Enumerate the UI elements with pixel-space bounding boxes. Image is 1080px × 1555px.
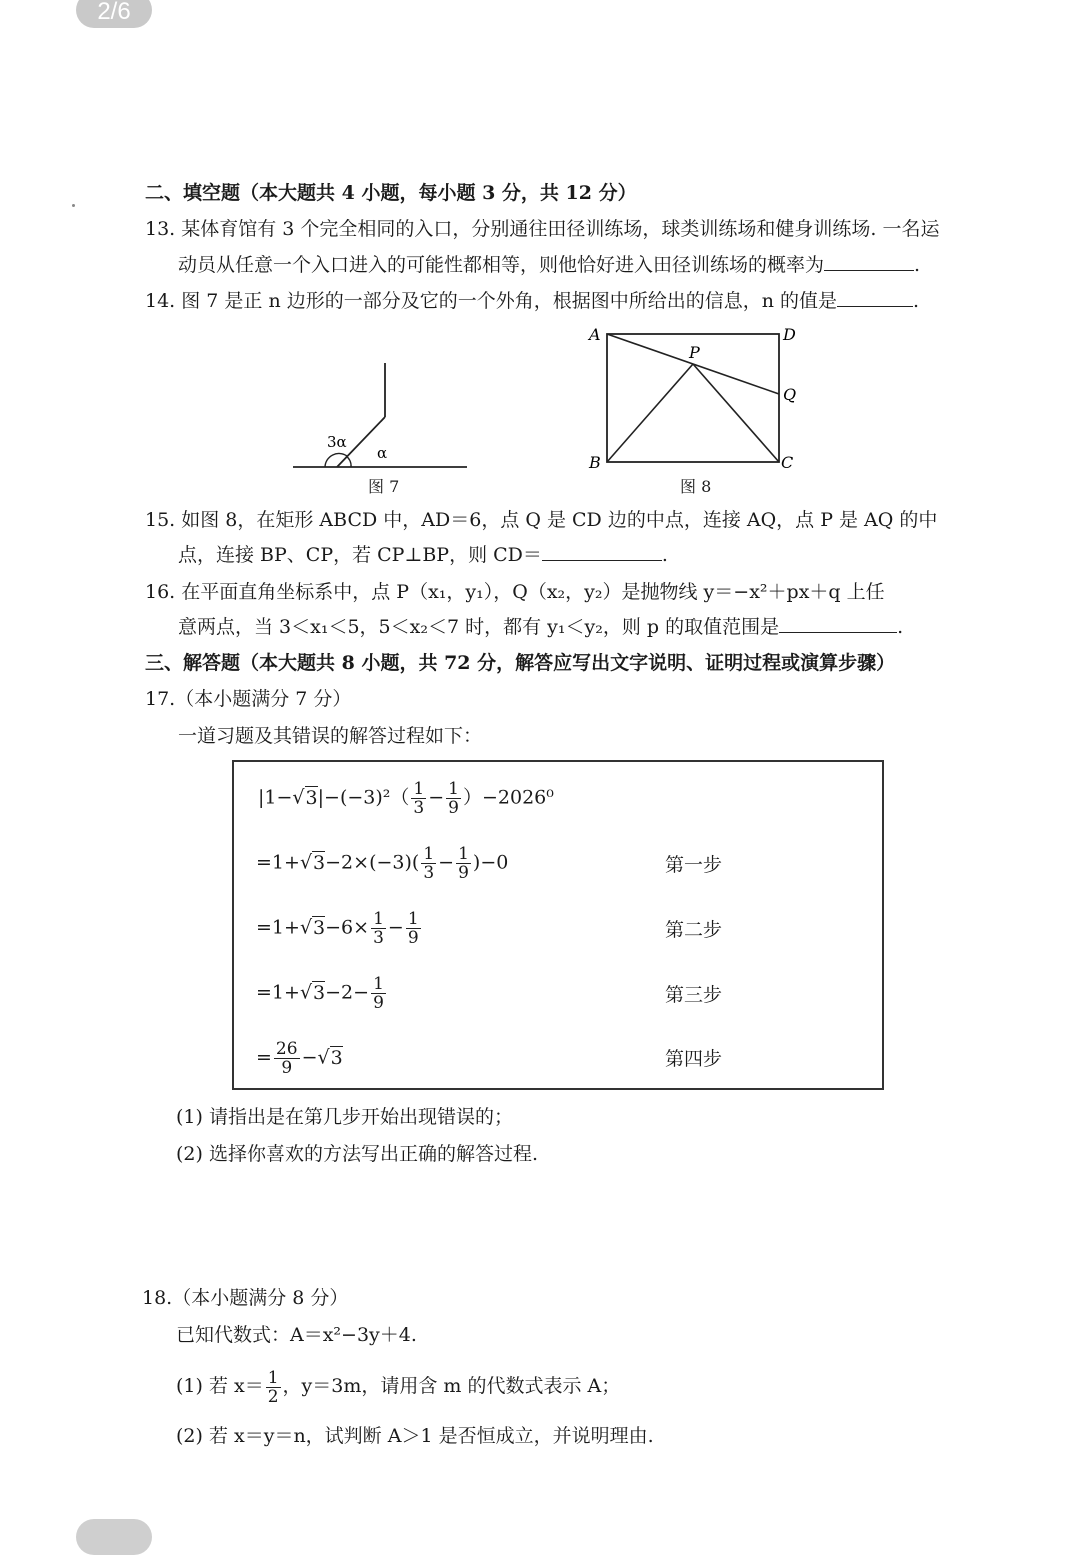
numerator: 26 bbox=[275, 1039, 298, 1059]
figure-8-label-b: B bbox=[589, 453, 601, 472]
sqrt-radicand: 3 bbox=[330, 1046, 343, 1069]
section-2-title: 二、填空题（本大题共 4 小题，每小题 3 分，共 12 分） bbox=[145, 182, 637, 204]
sqrt-symbol: √3 bbox=[292, 786, 318, 809]
q13-line1: 13. 某体育馆有 3 个完全相同的入口，分别通往田径训练场，球类训练场和健身训练场. 一名运 bbox=[145, 218, 940, 240]
q14-line1 bbox=[145, 288, 919, 314]
fraction bbox=[266, 1369, 281, 1406]
expr-part: −6× bbox=[325, 916, 370, 939]
figure-7-label-3a: 3α bbox=[327, 433, 347, 451]
q17-row-4 bbox=[256, 1040, 343, 1077]
q16-end: . bbox=[897, 616, 904, 638]
section-3-title: 三、解答题（本大题共 8 小题，共 72 分，解答应写出文字说明、证明过程或演算步骤） bbox=[145, 652, 896, 674]
q13-line2 bbox=[178, 252, 920, 278]
q17-step-4: 第四步 bbox=[665, 1048, 723, 1070]
denominator: 9 bbox=[407, 928, 419, 948]
denominator: 9 bbox=[281, 1058, 293, 1078]
q14-end: . bbox=[913, 290, 920, 312]
figure-7-caption: 图 7 bbox=[368, 477, 400, 496]
figure-8-segment-bp bbox=[607, 364, 693, 462]
expr-part: − bbox=[301, 1046, 318, 1069]
q17-step-3: 第三步 bbox=[665, 984, 723, 1006]
denominator: 3 bbox=[423, 863, 435, 883]
numerator: 1 bbox=[448, 779, 459, 799]
sqrt-symbol: √3 bbox=[299, 851, 326, 874]
denominator: 9 bbox=[373, 993, 384, 1013]
q18-sub1 bbox=[176, 1368, 620, 1406]
fraction bbox=[274, 1040, 300, 1077]
q14-answer-blank bbox=[837, 288, 913, 307]
numerator: 1 bbox=[267, 1367, 279, 1388]
numerator: 1 bbox=[407, 909, 419, 929]
q15-line1: 15. 如图 8，在矩形 ABCD 中，AD＝6，点 Q 是 CD 边的中点，连接 AQ，点 P 是 AQ 的中 bbox=[145, 509, 938, 531]
q13-line2-text: 动员从任意一个入口进入的可能性都相等，则他恰好进入田径训练场的概率为 bbox=[178, 254, 825, 276]
next-page-badge bbox=[76, 1519, 152, 1555]
figure-8-label-q: Q bbox=[783, 385, 797, 404]
numerator: 1 bbox=[373, 909, 384, 929]
q16-line2-text: 意两点，当 3＜x₁＜5，5＜x₂＜7 时，都有 y₁＜y₂，则 p 的取值范围是 bbox=[178, 616, 780, 638]
q18-given: 已知代数式：A＝x²−3y＋4. bbox=[176, 1324, 417, 1346]
q16-line1: 16. 在平面直角坐标系中，点 P（x₁，y₁），Q（x₂，y₂）是抛物线 y＝−x²＋px＋q 上任 bbox=[145, 581, 885, 603]
q16-answer-blank bbox=[779, 614, 897, 633]
expr-part: =1+ bbox=[256, 916, 300, 939]
expr-part: − bbox=[438, 851, 455, 874]
q18-sub1-text-a: (1) 若 x＝ bbox=[176, 1375, 264, 1397]
fraction bbox=[371, 910, 386, 947]
expr-part: = bbox=[256, 1046, 272, 1069]
sqrt-radicand: 3 bbox=[313, 851, 326, 874]
denominator: 2 bbox=[267, 1386, 279, 1407]
expr-part: − bbox=[387, 916, 404, 939]
expr-part: )−0 bbox=[472, 851, 509, 874]
sqrt-radicand: 3 bbox=[305, 786, 318, 809]
q16-line2 bbox=[178, 614, 903, 640]
figure-8-label-p: P bbox=[689, 343, 700, 362]
fraction bbox=[411, 780, 426, 817]
q17-row-2 bbox=[256, 910, 423, 947]
expr-part: |1− bbox=[258, 786, 293, 809]
q15-line2 bbox=[178, 542, 668, 568]
numerator: 1 bbox=[373, 974, 384, 994]
figure-8-label-a: A bbox=[589, 325, 601, 344]
q17-intro: 一道习题及其错误的解答过程如下： bbox=[178, 725, 483, 747]
expr-part: −2− bbox=[325, 981, 370, 1004]
sqrt-symbol: √3 bbox=[299, 916, 326, 939]
sqrt-radicand: 3 bbox=[313, 981, 326, 1004]
expr-part: − bbox=[428, 786, 445, 809]
fraction bbox=[421, 845, 436, 882]
q17-row-3 bbox=[256, 975, 388, 1012]
figure-7-label-a: α bbox=[377, 444, 388, 462]
denominator: 9 bbox=[448, 798, 459, 818]
sqrt-symbol: √3 bbox=[299, 981, 326, 1004]
fraction bbox=[371, 975, 386, 1012]
q17-sub1: (1) 请指出是在第几步开始出现错误的； bbox=[176, 1106, 513, 1128]
page-indicator-badge: 2/6 bbox=[76, 0, 152, 28]
q17-row-1 bbox=[256, 845, 508, 882]
expr-part: −2×(−3)( bbox=[325, 851, 420, 874]
figure-8-label-d: D bbox=[783, 325, 796, 344]
scan-speck bbox=[72, 204, 75, 207]
q17-step-2: 第二步 bbox=[665, 919, 723, 941]
q18-sub2: (2) 若 x＝y＝n，试判断 A＞1 是否恒成立，并说明理由. bbox=[176, 1425, 654, 1447]
q18-sub1-text-b: ，y＝3m，请用含 m 的代数式表示 A； bbox=[282, 1375, 621, 1397]
numerator: 1 bbox=[458, 844, 469, 864]
denominator: 9 bbox=[458, 863, 469, 883]
expr-part: =1+ bbox=[256, 981, 300, 1004]
figure-8-caption: 图 8 bbox=[680, 477, 712, 496]
q17-row-0 bbox=[258, 780, 554, 817]
q17-header: 17.（本小题满分 7 分） bbox=[145, 688, 352, 710]
sqrt-symbol: √3 bbox=[317, 1046, 343, 1069]
figure-8-label-c: C bbox=[781, 453, 794, 472]
q17-sub2: (2) 选择你喜欢的方法写出正确的解答过程. bbox=[176, 1143, 538, 1165]
q13-answer-blank bbox=[824, 252, 914, 271]
figure-8 bbox=[585, 322, 800, 474]
sqrt-radicand: 3 bbox=[313, 916, 326, 939]
fraction bbox=[406, 910, 421, 947]
q13-end: . bbox=[914, 254, 921, 276]
numerator: 1 bbox=[413, 779, 425, 799]
expr-part: ）−2026⁰ bbox=[462, 786, 554, 809]
q18-header: 18.（本小题满分 8 分） bbox=[142, 1287, 349, 1309]
denominator: 3 bbox=[413, 798, 425, 818]
q15-line2-text: 点，连接 BP、CP，若 CP⊥BP，则 CD＝ bbox=[178, 544, 542, 566]
q15-end: . bbox=[661, 544, 668, 566]
q14-text: 14. 图 7 是正 n 边形的一部分及它的一个外角，根据图中所给出的信息，n 的值是 bbox=[145, 290, 838, 312]
figure-7 bbox=[285, 355, 475, 475]
expr-part: |−(−3)²（ bbox=[317, 786, 410, 809]
q15-answer-blank bbox=[542, 542, 662, 561]
fraction bbox=[456, 845, 471, 882]
expr-part: =1+ bbox=[256, 851, 300, 874]
numerator: 1 bbox=[423, 844, 435, 864]
denominator: 3 bbox=[373, 928, 384, 948]
q17-step-1: 第一步 bbox=[665, 854, 723, 876]
fraction bbox=[446, 780, 461, 817]
